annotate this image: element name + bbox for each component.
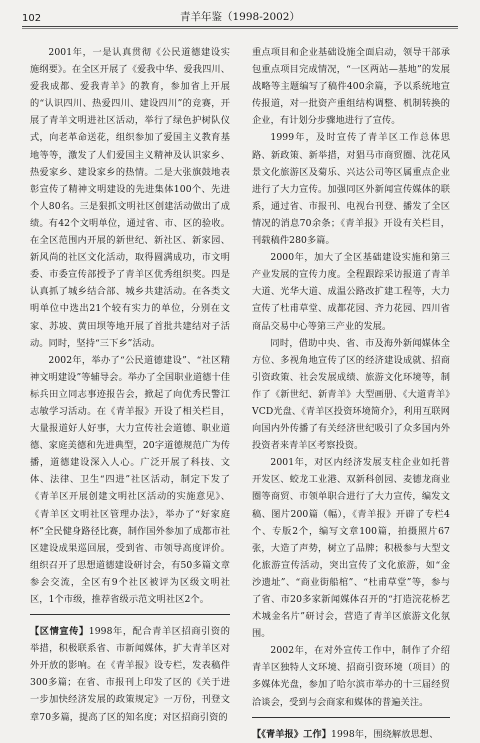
left-column: [30, 44, 230, 726]
section-divider: [30, 614, 230, 615]
paragraph-2002-right: 2002年，在对外宣传工作中，制作了介绍青羊区独特人文环境、招商引资环境（项目）的多媒体光盘，参加了哈尔滨市举办的十三届经贸洽谈会，受到与会商家和媒体的普遍关注。: [252, 645, 450, 708]
paragraph-1999: 1999年，及时宣传了青羊区工作总体思路、新政策、新举措，对猖马市商贸圈、沈花风景文化旅游区及菊乐、兴达公司等区属重点企业进行了大力宣传。加强同区外新闻宣传媒体的联系，通过省、市报刊、电视台刊登、播发了全区情况的消息70余条；《青羊报》开设有关栏目，刊载稿件280多篇。: [252, 132, 450, 247]
paragraph-district-publicity-text: 1998年，配合青羊区招商引资的举措，积极联系省、市新闻媒体，扩大青羊区对外开放的影响。在《青羊报》设专栏，发表稿件300多篇；在省、市报刊上印发了区的《关于进一步加快经济发展的政策规定》一万份，刊登文章70多篇，提高了区的知名度；对区招商引资的: [30, 626, 231, 723]
section-heading-newspaper: 【《青羊报》工作】: [252, 728, 331, 740]
page-number: 102: [22, 13, 42, 24]
paragraph-newspaper-work: [252, 726, 450, 743]
paragraph-2000: 2000年，加大了全区基础建设实施和第三产业发展的宣传力度。全程跟踪采访报道了青羊大道、光华大道、成温公路改扩建工程等，大力宣传了杜甫草堂、成都花园、齐力花园、四川省商品交易中心等第三产业的发展。: [252, 252, 450, 332]
header-rule: [22, 26, 458, 29]
paragraph-district-publicity: [30, 623, 230, 726]
paragraph-media: 同时，借助中央、省、市及海外新闻媒体全方位、多视角地宣传了区的经济建设成就、招商引资政策、社会发展成绩、旅游文化环境等，制作了《新世纪、新青羊》大型画册、《大道青羊》VCD光盘、《青羊区投资环境简介》，利用互联网向国内外传播了有关经济世纪吸引了众多国内外投资者来青羊区考察投资。: [252, 337, 450, 452]
right-column: [252, 44, 450, 743]
section-heading-district-publicity: 【区情宣传】: [30, 626, 89, 638]
paragraph-2001-right: 2001年，对区内经济发展支柱企业如托普开发区、蛟龙工业港、双新科创园、麦德龙商业圈等商贸、市领单职合进行了大力宣传，编发文稿、图片200篇（幅），《青羊报》开辟了专栏4个、专版2个，编写文章100篇，拍摄照片67张，大造了声势，树立了品牌；积极参与大型文化旅游宣传活动，突出宣传了文化旅游，如“金沙遗址”、“商业街船棺”、“杜甫草堂”等，参与了省、市20多家新闻媒体召开的“打造浣花桥艺术城金名片”研讨会，营造了青羊区旅游文化氛围。: [252, 457, 450, 640]
paragraph-2002: 2002年，举办了“公民道德建设”、“社区精神文明建设”等辅导会。举办了全国职业道德十佳标兵田立同志事迹报告会，掀起了向优秀民警江志敏学习活动。在《青羊报》开设了相关栏目，大量报道好人好事，大力宣传社会道德、职业道德、家庭美德和先进典型，20字道德规范广为传播，道德建设深入人心。广泛开展了科技、文体、法律、卫生“四进”社区活动，制定下发了《青羊区开展创建文明社区活动的实施意见》、《青羊区文明社区管理办法》，举办了“好家庭杯”全民健身路径比赛，制作国外参加了成都市社区建设成果巡回展，受到省、市领导高度评价。组织召开了思想道德建设研讨会，有50多篇文章参会交流，全区有9个社区被评为区级文明社区，1个市级，推荐省级示范文明社区2个。: [30, 354, 230, 605]
paragraph-2001: 2001年，一是认真贯彻《公民道德建设实施纲要》。在全区开展了《爱我中华、爱我四川、爱我成都、爱我青羊》的教育，参加省上开展的“认识四川、热爱四川、建设四川”的竞赛，开展了青羊文明进社区活动，举行了绿色护树队仪式，向老革命送花，组织参加了爱国主义教育基地等等，激发了人们爱国主义精神及认识家乡、热爱家乡、建设家乡的热情。二是大张旗鼓地表彰宣传了精神文明建设的先进集体100个、先进个人80名。三是狠抓文明社区创建活动做出了成绩。有42个文明单位，通过省、市、区的验收。在全区范围内开展的新世纪、新社区、新家园、新风尚的社区文化活动，取得圆满成功，市文明委、市委宣传部授予了青羊区优秀组织奖。四是认真抓了城乡结合部、城乡共建活动。在各类文明单位中选出21个较有实力的单位，分别在文家、苏坡、黄田坝等地开展了首批共建结对子活动。同时，坚持“三下乡”活动。: [30, 47, 230, 349]
section-divider-right: [252, 717, 450, 718]
paragraph-newspaper-text: 1998年，围绕解放思想、: [331, 728, 439, 740]
page-header: [22, 6, 458, 24]
running-title: 青羊年鉴（1998-2002）: [180, 11, 300, 23]
paragraph-continued: 重点项目和企业基础设施全面启动，领导干部承包重点项目完成情况，“一区两站—基地”的发展战略等主题编写了稿件400余篇，予以系统地宣传报道，对一批资产重组结构调整、机制转换的企业，有计划分步骤地进行了宣传。: [252, 47, 450, 127]
